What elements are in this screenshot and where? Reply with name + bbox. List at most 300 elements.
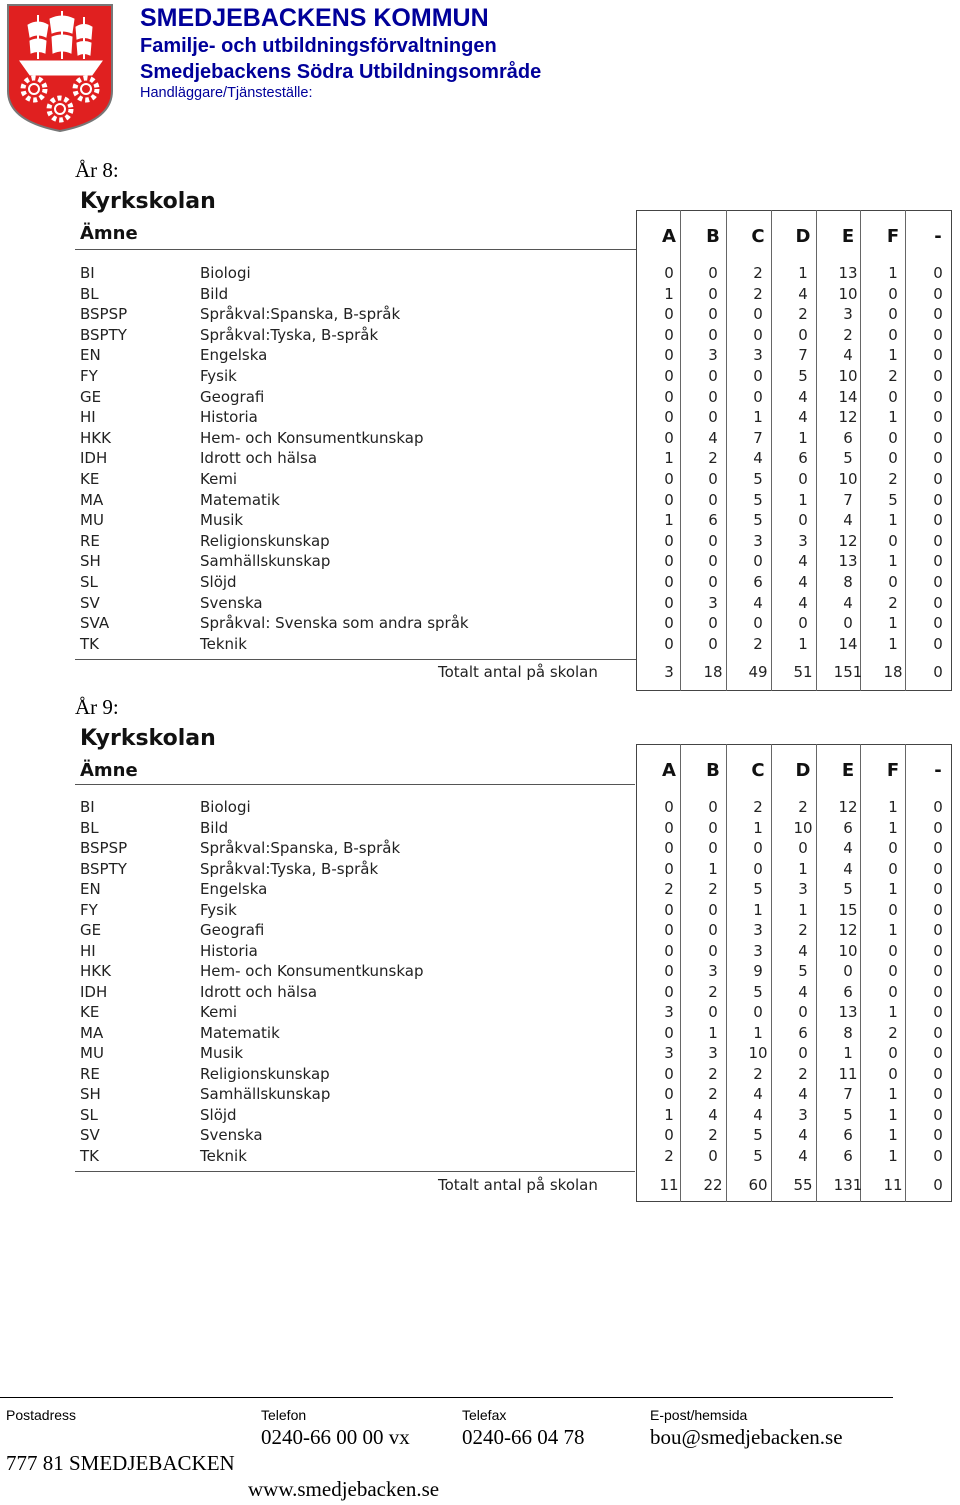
- grade-count: 1: [708, 1023, 718, 1042]
- grade-count: 2: [664, 880, 674, 898]
- grade-count: 0: [664, 839, 674, 857]
- grade-count: 0: [708, 325, 718, 344]
- grade-count: 0: [888, 962, 898, 980]
- subject-name: Kemi: [200, 470, 238, 488]
- grade-count: 0: [664, 900, 674, 919]
- grade-count: 2: [708, 880, 718, 898]
- subject-code: RE: [80, 531, 100, 550]
- subject-name: Biologi: [200, 264, 251, 282]
- grade-count: 0: [708, 552, 718, 571]
- table-row: [0, 552, 960, 572]
- grade-count: 4: [753, 449, 763, 468]
- grade-count: 0: [664, 798, 674, 816]
- grade-count: 2: [888, 470, 898, 488]
- area-name: Smedjebackens Södra Utbildningsområde: [140, 61, 542, 83]
- grade-count: 4: [798, 552, 808, 571]
- subject-name: Bild: [200, 284, 229, 303]
- grade-count: 4: [753, 1085, 763, 1103]
- table-row: [0, 346, 960, 366]
- subject-name: Idrott och hälsa: [200, 982, 318, 1001]
- grade-count: 1: [888, 818, 898, 837]
- grade-count: 1: [664, 449, 674, 468]
- grade-count: 0: [664, 531, 674, 550]
- grade-count: 0: [798, 470, 808, 488]
- grade-header: B: [706, 760, 720, 781]
- grade-count: 5: [753, 470, 763, 488]
- subject-name: Slöjd: [200, 1105, 237, 1124]
- grade-count: 14: [838, 387, 858, 406]
- grade-count: 13: [838, 264, 858, 282]
- subject-name: Fysik: [200, 367, 237, 385]
- grade-count: 0: [753, 325, 763, 344]
- table-row: [0, 449, 960, 469]
- grade-count: 0: [888, 941, 898, 960]
- grade-count: 1: [664, 511, 674, 530]
- grade-count: 4: [798, 1126, 808, 1144]
- subject-header: Ämne: [80, 760, 138, 781]
- grade-header: D: [795, 226, 811, 247]
- grade-count: 0: [753, 1003, 763, 1021]
- grade-count: 0: [933, 325, 943, 344]
- grade-count: 6: [843, 818, 853, 837]
- grade-count: 10: [748, 1044, 768, 1062]
- grade-count: 0: [888, 387, 898, 406]
- table-row: [0, 326, 960, 346]
- table-row: [0, 285, 960, 305]
- grade-count: 0: [798, 1003, 808, 1021]
- grade-count: 0: [708, 900, 718, 919]
- grade-count: 0: [843, 614, 853, 633]
- grade-count: 5: [798, 367, 808, 385]
- grade-count: 0: [664, 1064, 674, 1083]
- grade-count: 6: [798, 1023, 808, 1042]
- table-row: [0, 921, 960, 941]
- subject-code: TK: [80, 1146, 99, 1165]
- table-row: [0, 1024, 960, 1044]
- footer-rule: [0, 1397, 893, 1398]
- table-row: [0, 305, 960, 325]
- grade-count: 1: [888, 1105, 898, 1124]
- grade-count: 0: [664, 1023, 674, 1042]
- handlaggare-label: Handläggare/Tjänsteställe:: [140, 85, 313, 101]
- table-row: [0, 839, 960, 859]
- grade-count: 0: [664, 305, 674, 324]
- grade-count: 7: [843, 490, 853, 509]
- grade-count: 0: [933, 1105, 943, 1124]
- grade-count: 0: [664, 367, 674, 385]
- subject-name: Musik: [200, 511, 244, 530]
- grade-count: 0: [664, 818, 674, 837]
- table-row: [0, 470, 960, 490]
- grade-count: 2: [843, 325, 853, 344]
- grade-count: 5: [753, 880, 763, 898]
- grade-count: 4: [798, 593, 808, 612]
- grade-count: 3: [798, 1105, 808, 1124]
- table-row: [0, 408, 960, 428]
- subject-name: Engelska: [200, 346, 268, 365]
- subject-name: Språkval:Spanska, B-språk: [200, 839, 401, 857]
- grade-count: 1: [798, 428, 808, 447]
- grade-count: 0: [933, 531, 943, 550]
- year9-label: År 9:: [75, 695, 119, 719]
- total-count: 11: [883, 1176, 903, 1194]
- total-count: 3: [664, 663, 674, 681]
- website-link[interactable]: www.smedjebacken.se: [248, 1477, 440, 1501]
- grade-count: 3: [753, 531, 763, 550]
- grade-count: 3: [664, 1044, 674, 1062]
- grade-count: 0: [664, 1085, 674, 1103]
- grade-count: 6: [843, 982, 853, 1001]
- grade-count: 0: [933, 1003, 943, 1021]
- grade-count: 1: [798, 900, 808, 919]
- table-row: [0, 983, 960, 1003]
- school-name: Kyrkskolan: [80, 189, 216, 214]
- grade-count: 0: [664, 325, 674, 344]
- grade-count: 0: [664, 962, 674, 980]
- grade-count: 6: [843, 428, 853, 447]
- total-count: 18: [883, 663, 903, 681]
- grade-count: 1: [843, 1044, 853, 1062]
- grade-count: 0: [708, 490, 718, 509]
- grade-count: 0: [933, 470, 943, 488]
- grade-header: A: [662, 226, 676, 247]
- grade-header: -: [934, 226, 942, 247]
- table-row: [0, 901, 960, 921]
- grade-count: 0: [664, 428, 674, 447]
- grade-count: 6: [843, 1146, 853, 1165]
- grade-count: 1: [664, 1105, 674, 1124]
- subject-code: MU: [80, 1044, 104, 1062]
- grade-count: 0: [888, 982, 898, 1001]
- grade-count: 0: [843, 962, 853, 980]
- subject-code: SH: [80, 1085, 101, 1103]
- grade-count: 2: [753, 284, 763, 303]
- department-name: Familje- och utbildningsförvaltningen: [140, 35, 497, 57]
- subject-code: BSPSP: [80, 839, 128, 857]
- grade-count: 2: [798, 798, 808, 816]
- total-count: 151: [833, 663, 863, 681]
- subject-code: BI: [80, 798, 95, 816]
- total-count: 11: [659, 1176, 679, 1194]
- total-count: 60: [748, 1176, 768, 1194]
- grade-count: 0: [664, 859, 674, 878]
- grade-count: 5: [843, 880, 853, 898]
- grade-count: 0: [933, 1146, 943, 1165]
- grade-count: 0: [708, 839, 718, 857]
- grade-count: 0: [798, 325, 808, 344]
- grade-count: 6: [798, 449, 808, 468]
- school-name: Kyrkskolan: [80, 726, 216, 751]
- total-count: 55: [793, 1176, 813, 1194]
- grade-count: 0: [708, 531, 718, 550]
- grade-count: 4: [798, 941, 808, 960]
- grade-count: 3: [798, 880, 808, 898]
- grade-count: 0: [798, 1044, 808, 1062]
- grade-header: C: [751, 226, 765, 247]
- grade-count: 2: [888, 367, 898, 385]
- grade-count: 0: [708, 470, 718, 488]
- grade-count: 1: [798, 264, 808, 282]
- subject-code: BI: [80, 264, 95, 282]
- grade-count: 0: [664, 634, 674, 653]
- grade-count: 0: [708, 264, 718, 282]
- telefax-label: Telefax: [462, 1407, 507, 1423]
- grade-count: 0: [888, 325, 898, 344]
- subject-name: Geografi: [200, 387, 265, 406]
- table-row: [0, 1065, 960, 1085]
- grade-count: 2: [753, 798, 763, 816]
- subject-code: FY: [80, 900, 98, 919]
- grade-count: 2: [798, 1064, 808, 1083]
- subject-name: Fysik: [200, 900, 237, 919]
- grade-count: 0: [933, 1044, 943, 1062]
- table-row: [0, 962, 960, 982]
- grade-count: 1: [798, 490, 808, 509]
- grade-count: 0: [933, 962, 943, 980]
- table-row: [0, 367, 960, 387]
- grade-count: 0: [664, 470, 674, 488]
- grade-count: 1: [664, 284, 674, 303]
- grade-count: 0: [933, 284, 943, 303]
- grade-count: 8: [843, 573, 853, 591]
- municipality-logo: [6, 3, 114, 133]
- grade-count: 0: [664, 408, 674, 427]
- grade-count: 12: [838, 798, 858, 816]
- grade-count: 0: [664, 941, 674, 960]
- subject-code: GE: [80, 921, 102, 939]
- grade-count: 13: [838, 552, 858, 571]
- grade-count: 10: [838, 284, 858, 303]
- grade-header: D: [795, 760, 811, 781]
- subject-code: EN: [80, 346, 101, 365]
- grade-count: 4: [798, 284, 808, 303]
- grade-count: 15: [838, 900, 858, 919]
- table-row: [0, 573, 960, 593]
- grade-count: 0: [933, 818, 943, 837]
- grade-count: 0: [753, 552, 763, 571]
- subject-name: Religionskunskap: [200, 531, 330, 550]
- subject-name: Biologi: [200, 798, 251, 816]
- grade-count: 0: [888, 428, 898, 447]
- grade-count: 0: [933, 839, 943, 857]
- total-count: 51: [793, 663, 813, 681]
- grade-count: 0: [708, 941, 718, 960]
- grade-count: 1: [798, 859, 808, 878]
- grade-count: 0: [708, 818, 718, 837]
- grade-count: 0: [933, 921, 943, 939]
- grade-count: 3: [708, 1044, 718, 1062]
- grade-count: 0: [708, 1146, 718, 1165]
- grade-count: 4: [798, 408, 808, 427]
- subject-code: SL: [80, 573, 98, 591]
- subject-code: BL: [80, 818, 99, 837]
- grade-header: F: [886, 760, 900, 781]
- grade-count: 0: [933, 798, 943, 816]
- grade-header: A: [662, 760, 676, 781]
- grade-count: 0: [708, 798, 718, 816]
- grade-count: 3: [708, 593, 718, 612]
- grade-count: 0: [664, 346, 674, 365]
- grade-count: 13: [838, 1003, 858, 1021]
- subject-code: SL: [80, 1105, 98, 1124]
- grade-count: 1: [888, 408, 898, 427]
- grade-count: 14: [838, 634, 858, 653]
- grade-header: B: [706, 226, 720, 247]
- grade-count: 0: [933, 1023, 943, 1042]
- subject-code: KE: [80, 1003, 100, 1021]
- grade-count: 1: [888, 264, 898, 282]
- grade-count: 5: [753, 490, 763, 509]
- subject-name: Slöjd: [200, 573, 237, 591]
- grade-count: 1: [798, 634, 808, 653]
- table-row: [0, 614, 960, 634]
- subject-code: HI: [80, 408, 96, 427]
- subject-name: Musik: [200, 1044, 244, 1062]
- grade-count: 0: [664, 264, 674, 282]
- grade-count: 1: [888, 511, 898, 530]
- grade-count: 0: [664, 490, 674, 509]
- grade-count: 2: [708, 1085, 718, 1103]
- subject-name: Teknik: [200, 1146, 247, 1165]
- subject-name: Hem- och Konsumentkunskap: [200, 428, 424, 447]
- grade-count: 4: [843, 859, 853, 878]
- grade-count: 0: [933, 449, 943, 468]
- grade-count: 0: [888, 900, 898, 919]
- grade-count: 0: [888, 531, 898, 550]
- table-row: [0, 594, 960, 614]
- grade-count: 0: [933, 859, 943, 878]
- subject-name: Bild: [200, 818, 229, 837]
- subject-name: Språkval:Tyska, B-språk: [200, 325, 379, 344]
- grade-count: 0: [933, 634, 943, 653]
- grade-count: 0: [664, 982, 674, 1001]
- grade-count: 0: [933, 387, 943, 406]
- subject-code: IDH: [80, 449, 108, 468]
- grade-count: 1: [888, 880, 898, 898]
- grade-count: 1: [888, 1085, 898, 1103]
- total-count: 0: [933, 1176, 943, 1194]
- table-row: [0, 1044, 960, 1064]
- grade-count: 5: [753, 1146, 763, 1165]
- grade-count: 11: [838, 1064, 858, 1083]
- grade-count: 0: [664, 593, 674, 612]
- grade-count: 5: [843, 1105, 853, 1124]
- subject-name: Samhällskunskap: [200, 552, 331, 571]
- grade-count: 0: [753, 859, 763, 878]
- grade-count: 10: [793, 818, 813, 837]
- grade-count: 0: [933, 614, 943, 633]
- email-link[interactable]: bou@smedjebacken.se: [650, 1425, 843, 1449]
- grade-count: 4: [753, 593, 763, 612]
- grade-count: 3: [708, 962, 718, 980]
- grade-count: 7: [798, 346, 808, 365]
- grade-count: 12: [838, 921, 858, 939]
- subject-header: Ämne: [80, 223, 138, 244]
- total-count: 22: [703, 1176, 723, 1194]
- grade-count: 0: [798, 614, 808, 633]
- grade-count: 0: [664, 614, 674, 633]
- grade-count: 0: [708, 1003, 718, 1021]
- grade-count: 4: [798, 982, 808, 1001]
- grade-count: 0: [798, 511, 808, 530]
- grade-header: E: [841, 760, 855, 781]
- grade-count: 4: [798, 1146, 808, 1165]
- footer-rule: [75, 659, 636, 660]
- grade-count: 2: [798, 305, 808, 324]
- grade-count: 0: [708, 284, 718, 303]
- table-row: [0, 1147, 960, 1167]
- grade-count: 1: [888, 552, 898, 571]
- grade-count: 0: [933, 982, 943, 1001]
- grade-count: 0: [888, 449, 898, 468]
- grade-count: 10: [838, 367, 858, 385]
- subject-code: MA: [80, 1023, 104, 1042]
- total-count: 49: [748, 663, 768, 681]
- grade-count: 0: [664, 552, 674, 571]
- grade-count: 1: [888, 921, 898, 939]
- email-label: E-post/hemsida: [650, 1407, 748, 1423]
- table-row: [0, 1085, 960, 1105]
- grade-count: 4: [843, 346, 853, 365]
- grade-count: 5: [843, 449, 853, 468]
- table-row: [0, 1106, 960, 1126]
- table-row: [0, 860, 960, 880]
- grade-count: 0: [664, 573, 674, 591]
- grade-count: 1: [888, 1146, 898, 1165]
- subject-code: BSPTY: [80, 325, 127, 344]
- subject-name: Matematik: [200, 1023, 280, 1042]
- subject-code: FY: [80, 367, 98, 385]
- grade-count: 10: [838, 941, 858, 960]
- postadress-value: 777 81 SMEDJEBACKEN: [6, 1451, 235, 1475]
- grade-count: 1: [753, 900, 763, 919]
- grade-count: 0: [933, 367, 943, 385]
- grade-count: 0: [933, 573, 943, 591]
- grade-count: 0: [708, 367, 718, 385]
- grade-count: 2: [708, 1064, 718, 1083]
- grade-count: 0: [933, 305, 943, 324]
- subject-name: Historia: [200, 941, 258, 960]
- grade-count: 0: [888, 1044, 898, 1062]
- table-row: [0, 798, 960, 818]
- table-row: [0, 819, 960, 839]
- total-label: Totalt antal på skolan: [438, 1176, 598, 1194]
- subject-code: SH: [80, 552, 101, 571]
- table-row: [0, 1003, 960, 1023]
- grade-count: 0: [798, 839, 808, 857]
- grade-count: 0: [933, 880, 943, 898]
- grade-header: -: [934, 760, 942, 781]
- grade-count: 3: [708, 346, 718, 365]
- grade-count: 6: [753, 573, 763, 591]
- grade-count: 2: [888, 593, 898, 612]
- grade-count: 7: [753, 428, 763, 447]
- subject-code: SVA: [80, 614, 110, 633]
- subject-name: Teknik: [200, 634, 247, 653]
- subject-code: TK: [80, 634, 99, 653]
- grade-count: 0: [888, 859, 898, 878]
- grade-count: 2: [708, 982, 718, 1001]
- table-row: [0, 942, 960, 962]
- telefon-label: Telefon: [261, 1407, 307, 1423]
- table-row: [0, 264, 960, 284]
- grade-count: 3: [753, 921, 763, 939]
- grade-count: 2: [753, 1064, 763, 1083]
- grade-count: 2: [888, 1023, 898, 1042]
- grade-header: E: [841, 226, 855, 247]
- footer-rule: [75, 1171, 635, 1172]
- grade-count: 0: [753, 305, 763, 324]
